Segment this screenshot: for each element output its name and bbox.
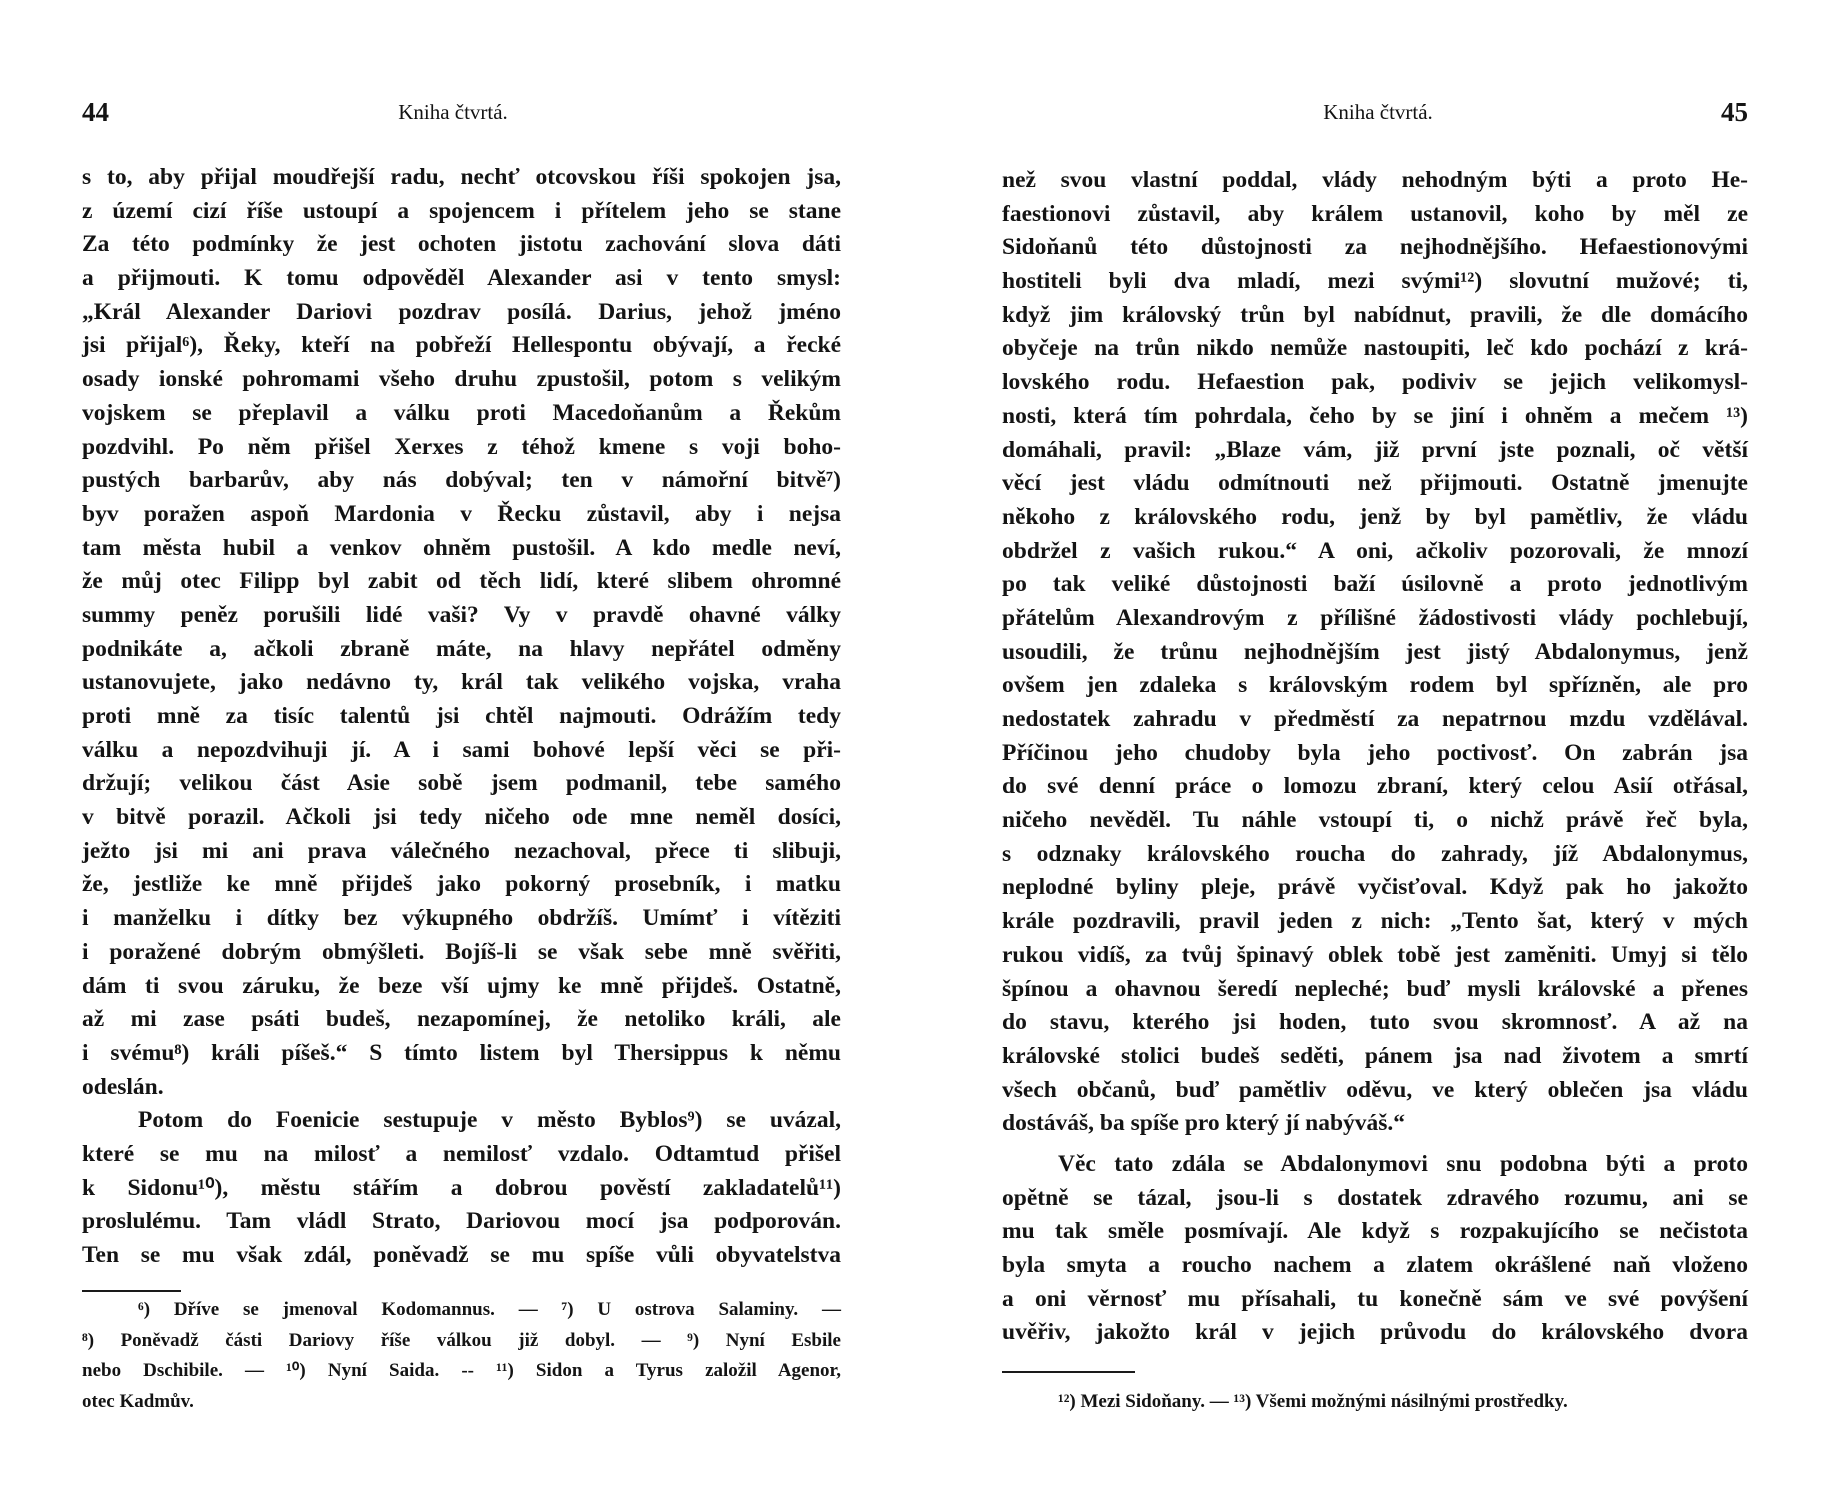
- text-line: proslulému. Tam vládl Strato, Dariovou mocí jsa podporován.: [82, 1208, 841, 1235]
- text-line: osady ionské pohromami všeho druhu zpustošil, potom s velikým: [82, 366, 841, 393]
- text-line: Příčinou jeho chudoby byla jeho poctivosť. On zabrán jsa: [1002, 739, 1748, 766]
- footnotes: [82, 1295, 841, 1417]
- text-line: než svou vlastní poddal, vlády nehodným býti a proto He-: [1002, 167, 1748, 193]
- text-line: faestionovi zůstavil, aby králem ustanovil, koho by měl ze: [1002, 200, 1748, 227]
- text-line: proti mně za tisíc talentů jsi chtěl najmouti. Odrážím tedy: [82, 703, 841, 729]
- text-line: nosti, která tím pohrdala, čeho by se jiní i ohněm a mečem ¹³): [1002, 402, 1748, 429]
- text-line: obdržel z vašich rukou.“ A oni, ačkoliv pozorovali, že mnozí: [1002, 537, 1748, 564]
- text-line: tam města hubil a venkov ohněm pustošil. A kdo medle neví,: [82, 534, 841, 561]
- text-line: Sidoňanů této důstojnosti za nejhodnějšího. Hefaestionovými: [1002, 234, 1748, 261]
- footnote-line: otec Kadmův.: [82, 1390, 194, 1412]
- text-line: Za této podmínky že jest ochoten jistotu zachování slova dáti: [82, 231, 841, 258]
- text-line: Věc tato zdála se Abdalonymovi snu podobna býti a proto: [1058, 1150, 1748, 1177]
- footnote-rule: [82, 1290, 181, 1292]
- text-line: ježto jsi mi ani prava válečného nezachoval, přece ti slibuji,: [82, 837, 841, 864]
- text-line: věcí jest vládu odmítnouti než přijmouti. Ostatně jmenujte: [1002, 470, 1748, 497]
- text-line: lovského rodu. Hefaestion pak, podiviv se jejich velikomysl-: [1002, 369, 1748, 396]
- text-line: s to, aby přijal moudřejší radu, nechť otcovskou říši spokojen jsa,: [82, 164, 841, 190]
- footnote-line: nebo Dschibile. — ¹⁰) Nyní Saida. -- ¹¹) Sidon a Tyrus založil Agenor,: [82, 1360, 841, 1381]
- text-line: neplodné byliny pleje, právě vyčisťoval. Když pak ho jakožto: [1002, 874, 1748, 901]
- text-line: válku a nepozdvihuji jí. A i sami bohové lepší věci se při-: [82, 736, 841, 763]
- text-line: královské stolici budeš seděti, pánem jsa nad životem a smrtí: [1002, 1042, 1748, 1069]
- text-line: ustanovujete, jako nedávno ty, král tak velikého vojska, vraha: [82, 669, 841, 696]
- page-number: 44: [82, 97, 109, 127]
- text-line: v bitvě porazil. Ačkoli jsi tedy ničeho ode mne neměl dosíci,: [82, 804, 841, 831]
- text-line: hostiteli byli dva mladí, mezi svými¹²) slovutní mužové; ti,: [1002, 268, 1748, 295]
- text-line: že můj otec Filipp byl zabit od těch lidí, které slibem ohromné: [82, 568, 841, 595]
- running-head: Kniha čtvrtá.: [1323, 100, 1433, 124]
- body-text: [82, 161, 841, 1273]
- text-line: ničeho nevěděl. Tu náhle vstoupí ti, o nichž právě řeč byla,: [1002, 807, 1748, 834]
- text-line: k Sidonu¹⁰), městu stářím a dobrou pověstí zakladatelů¹¹): [82, 1174, 841, 1201]
- footnote-line: ⁶) Dříve se jmenoval Kodomannus. — ⁷) U ostrova Salaminy. —: [138, 1299, 841, 1320]
- text-line: vojskem se přeplavil a válku proti Macedoňanům a Řekům: [82, 399, 841, 426]
- text-line: domáhali, pravil: „Blaze vám, již první jste poznali, oč větší: [1002, 436, 1748, 463]
- text-line: Potom do Foenicie sestupuje v město Byblos⁹) se uvázal,: [138, 1107, 841, 1134]
- text-line: po tak veliké důstojnosti baží úsilovně a proto jednotlivým: [1002, 571, 1748, 598]
- text-line: někoho z královského rodu, jenž by byl pamětliv, že vládu: [1002, 503, 1748, 530]
- text-line: i manželku i dítky bez výkupného obdržíš. Umímť i vítěziti: [82, 905, 841, 932]
- text-line: do stavu, kterého jsi hoden, tuto svou skromnosť. A až na: [1002, 1009, 1748, 1036]
- text-line: dám ti svou záruku, že beze vší ujmy ke mně přijdeš. Ostatně,: [82, 972, 841, 999]
- footnotes: [1002, 1387, 1748, 1418]
- text-line: nedostatek zahradu v předměstí za nepatrnou mzdu vzdělával.: [1002, 706, 1748, 732]
- text-line: držují; velikou část Asie sobě jsem podmanil, tebe samého: [82, 770, 841, 797]
- text-line: a přijmouti. K tomu odpověděl Alexander asi v tento smysl:: [82, 265, 841, 292]
- text-line: špínou a ohavnou šeredí nepleché; buď mysli královské a přenes: [1002, 975, 1748, 1002]
- text-line: Ten se mu však zdál, poněvadž se mu spíše vůli obyvatelstva: [82, 1242, 841, 1268]
- text-line: usoudili, že trůnu nejhodnějším jest jistý Abdalonymus, jenž: [1002, 638, 1748, 665]
- text-line: do své denní práce o lomozu zbraní, který celou Asií otřásal,: [1002, 773, 1748, 800]
- footnote-line: ⁸) Poněvadž části Dariovy říše válkou již dobyl. — ⁹) Nyní Esbile: [82, 1329, 841, 1351]
- running-head: Kniha čtvrtá.: [398, 100, 508, 124]
- text-line: dostáváš, ba spíše pro který jí nabýváš.“: [1002, 1110, 1406, 1137]
- text-line: byv poražen aspoň Mardonia v Řecku zůstavil, aby i nejsa: [82, 500, 841, 527]
- text-line: přátelům Alexandrovým z přílišné žádostivosti vlády pochlebují,: [1002, 604, 1748, 631]
- text-line: podnikáte a, ačkoli zbraně máte, na hlavy nepřátel odměny: [82, 635, 841, 662]
- text-line: rukou vidíš, za tvůj špinavý oblek tobě jest zaměniti. Umyj si tělo: [1002, 941, 1748, 968]
- text-line: které se mu na milosť a nemilosť vzdalo. Odtamtud přišel: [82, 1140, 841, 1167]
- text-line: odeslán.: [82, 1073, 164, 1100]
- text-line: všech občanů, buď pamětliv oděvu, ve který oblečen jsa vládu: [1002, 1076, 1748, 1103]
- text-line: krále pozdravili, pravil jeden z nich: „Tento šat, který v mých: [1002, 908, 1748, 935]
- text-line: s odznaky královského roucha do zahrady, jíž Abdalonymus,: [1002, 840, 1748, 867]
- footnote-rule: [1002, 1371, 1135, 1373]
- text-line: summy peněz porušili lidé vaši? Vy v pravdě ohavné války: [82, 601, 841, 628]
- text-line: obyčeje na trůn nikdo nemůže nastoupiti, leč kdo pochází z krá-: [1002, 335, 1748, 362]
- text-line: i poražené dobrým obmýšleti. Bojíš-li se však sebe mně svěřiti,: [82, 938, 841, 965]
- text-line: mu tak směle posmívají. Ale když s rozpakujícího se nečistota: [1002, 1218, 1748, 1245]
- right-page: [916, 0, 1832, 1500]
- page-number: 45: [1721, 97, 1748, 127]
- footnote-line: ¹²) Mezi Sidoňany. — ¹³) Všemi možnými násilnými prostředky.: [1058, 1391, 1568, 1412]
- text-line: a oni věrnosť mu přísahali, tu konečně sám ve své povýšení: [1002, 1285, 1748, 1312]
- text-line: až mi zase psáti budeš, nezapomínej, že netoliko králi, ale: [82, 1006, 841, 1033]
- text-line: pozdvihl. Po něm přišel Xerxes z téhož kmene s voji boho-: [82, 433, 841, 460]
- text-line: z území cizí říše ustoupí a spojencem i přítelem jeho se stane: [82, 197, 841, 224]
- text-line: ovšem jen zdaleka s královským rodem byl spřízněn, ale pro: [1002, 672, 1748, 699]
- text-line: i svému⁸) králi píšeš.“ S tímto listem byl Thersippus k němu: [82, 1039, 841, 1066]
- text-line: když jim královský trůn byl nabídnut, pravili, že dle domácího: [1002, 301, 1748, 328]
- text-line: opětně se tázal, jsou-li s dostatek zdravého rozumu, ani se: [1002, 1184, 1748, 1211]
- text-line: byla smyta a roucho nachem a zlatem okrášlené naň vloženo: [1002, 1252, 1748, 1278]
- text-line: že, jestliže ke mně přijdeš jako pokorný prosebník, i matku: [82, 871, 841, 898]
- text-line: uvěřiv, jakožto král v jejich průvodu do královského dvora: [1002, 1319, 1748, 1346]
- text-line: jsi přijal⁶), Řeky, kteří na pobřeží Hellespontu obývají, a řecké: [82, 332, 841, 359]
- text-line: pustých barbarův, aby nás dobýval; ten v námořní bitvě⁷): [82, 467, 841, 494]
- text-line: „Král Alexander Dariovi pozdrav posílá. Darius, jehož jméno: [82, 298, 841, 325]
- body-text: [1002, 164, 1748, 1350]
